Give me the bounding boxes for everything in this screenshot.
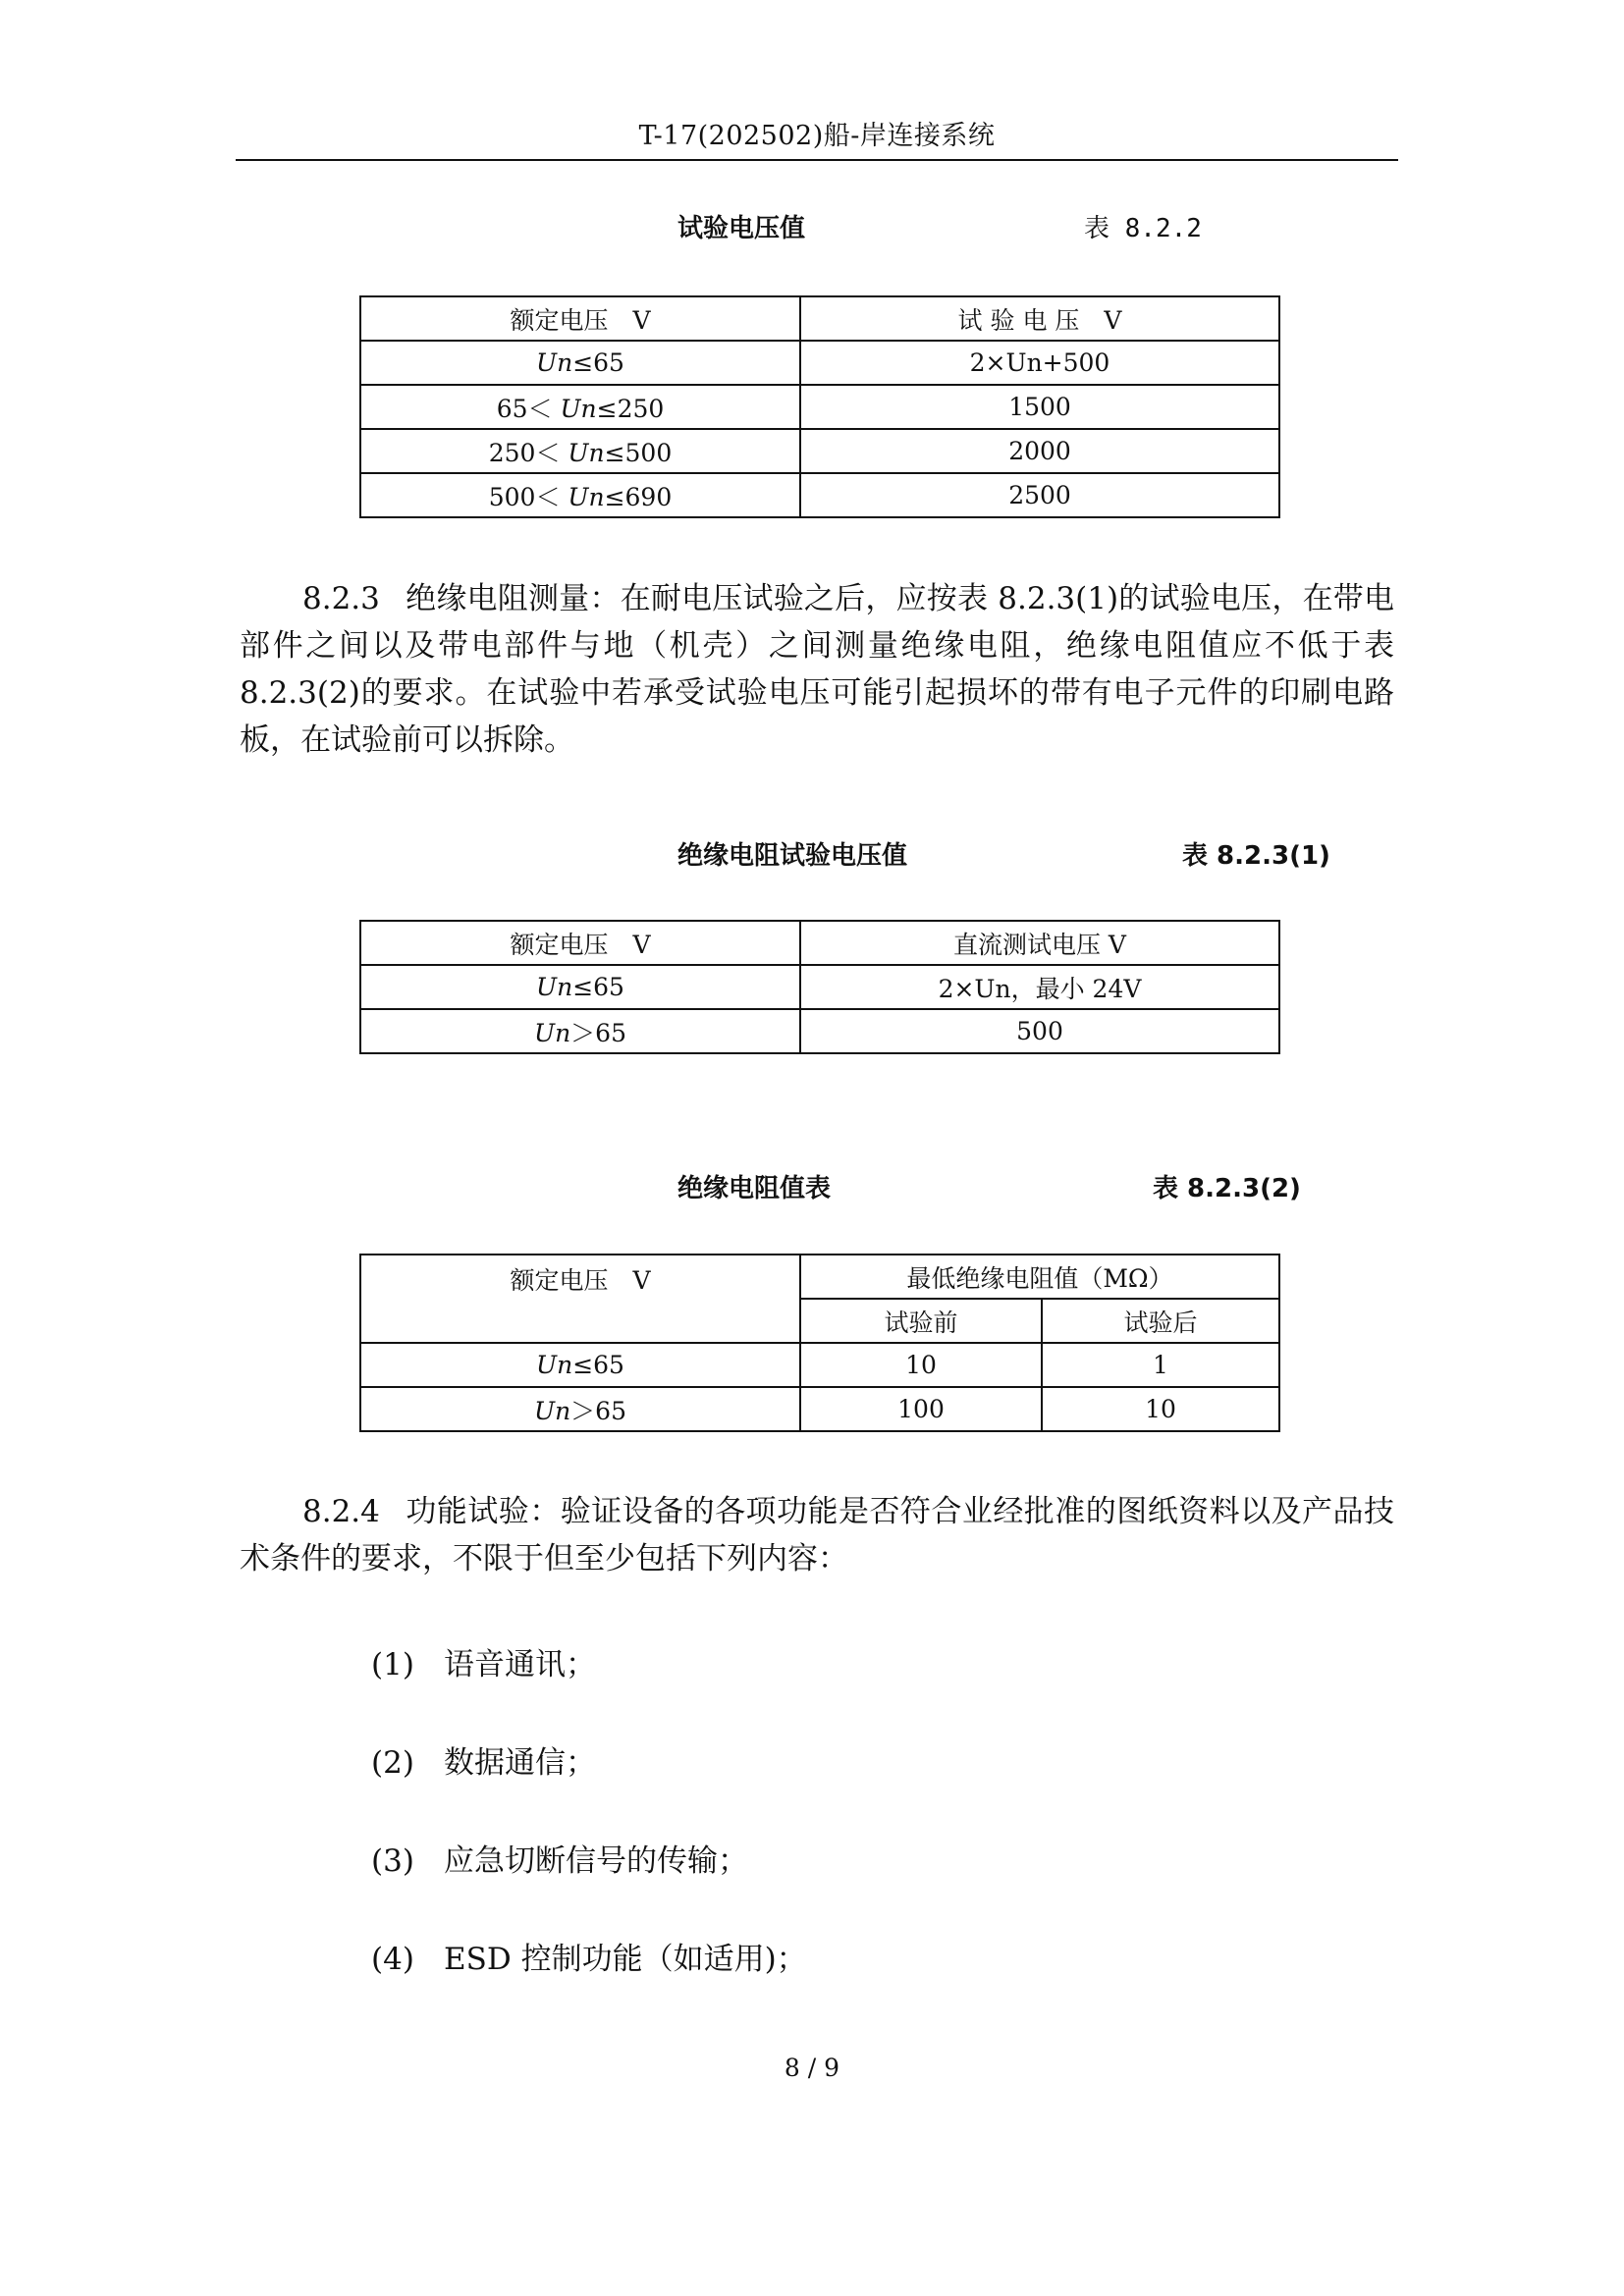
- table-cell: 250＜ Un≤500: [360, 429, 800, 473]
- section-number: 8.2.3: [302, 581, 380, 616]
- table-header-cell: 试验后: [1042, 1299, 1279, 1343]
- table-cell: 100: [800, 1387, 1042, 1431]
- table-header-cell: 额定电压 V: [360, 1255, 800, 1343]
- table-823-1-number: 表 8.2.3(1): [1182, 841, 1330, 871]
- table-cell: 1500: [800, 385, 1279, 429]
- table-header-row: [360, 296, 1279, 341]
- list-item: (4) ESD 控制功能（如适用)；: [371, 1942, 807, 1977]
- table-823-1: [359, 920, 1280, 1054]
- table-cell: Un＞65: [360, 1387, 800, 1431]
- table-823-1-title: 绝缘电阻试验电压值: [677, 841, 908, 871]
- header-divider: [236, 159, 1398, 161]
- table-header-cell: 额定电压 V: [360, 296, 800, 341]
- table-823-2-title: 绝缘电阻值表: [677, 1174, 832, 1203]
- table-header-cell: 试 验 电 压 V: [800, 296, 1279, 341]
- table-row: [360, 341, 1279, 385]
- list-item: (2) 数据通信；: [371, 1745, 596, 1781]
- table-row: [360, 385, 1279, 429]
- table-cell: 500: [800, 1009, 1279, 1053]
- list-item: (3) 应急切断信号的传输；: [371, 1843, 748, 1879]
- table-cell: Un≤65: [360, 1343, 800, 1387]
- table-row: [360, 965, 1279, 1009]
- table-cell: 500＜ Un≤690: [360, 473, 800, 517]
- table-header-row: [360, 1255, 1279, 1299]
- table-header-cell: 额定电压 V: [360, 921, 800, 965]
- section-824-paragraph: [240, 1488, 1394, 1582]
- table-cell: 10: [1042, 1387, 1279, 1431]
- table-header-cell: 最低绝缘电阻值（MΩ）: [800, 1255, 1279, 1299]
- table-row: [360, 1343, 1279, 1387]
- table-cell: 2500: [800, 473, 1279, 517]
- table-cell: 65＜ Un≤250: [360, 385, 800, 429]
- table-cell: Un＞65: [360, 1009, 800, 1053]
- table-cell: Un≤65: [360, 965, 800, 1009]
- table-row: [360, 1009, 1279, 1053]
- table-822-title: 试验电压值: [677, 214, 806, 243]
- table-header-cell: 直流测试电压 V: [800, 921, 1279, 965]
- section-823-paragraph: [240, 575, 1394, 764]
- table-header-cell: 试验前: [800, 1299, 1042, 1343]
- table-cell: 2×Un+500: [800, 341, 1279, 385]
- page-number: 8 / 9: [784, 2054, 840, 2082]
- section-text: 绝缘电阻测量：在耐电压试验之后，应按表 8.2.3(1)的试验电压，在带电部件之间以及带电部件与地（机壳）之间测量绝缘电阻，绝缘电阻值应不低于表 8.2.3(2)的要求。在试验中若承受试验电压可能引起损坏的带有电子元件的印刷电路板，在试验前可以拆除。: [240, 581, 1394, 758]
- table-cell: 2000: [800, 429, 1279, 473]
- page-header: T-17(202502)船-岸连接系统: [638, 121, 996, 151]
- table-cell: 10: [800, 1343, 1042, 1387]
- section-text: 功能试验：验证设备的各项功能是否符合业经批准的图纸资料以及产品技术条件的要求，不限于但至少包括下列内容：: [240, 1494, 1394, 1576]
- table-row: [360, 473, 1279, 517]
- table-cell: 1: [1042, 1343, 1279, 1387]
- table-row: [360, 429, 1279, 473]
- table-823-2-number: 表 8.2.3(2): [1153, 1174, 1301, 1203]
- table-823-2: [359, 1254, 1280, 1432]
- section-number: 8.2.4: [302, 1494, 380, 1529]
- table-header-row: [360, 921, 1279, 965]
- table-cell: Un≤65: [360, 341, 800, 385]
- table-row: [360, 1387, 1279, 1431]
- table-822-number: 表 8.2.2: [1084, 214, 1202, 243]
- table-822: [359, 295, 1280, 518]
- table-cell: 2×Un，最小 24V: [800, 965, 1279, 1009]
- list-item: (1) 语音通讯；: [371, 1647, 596, 1682]
